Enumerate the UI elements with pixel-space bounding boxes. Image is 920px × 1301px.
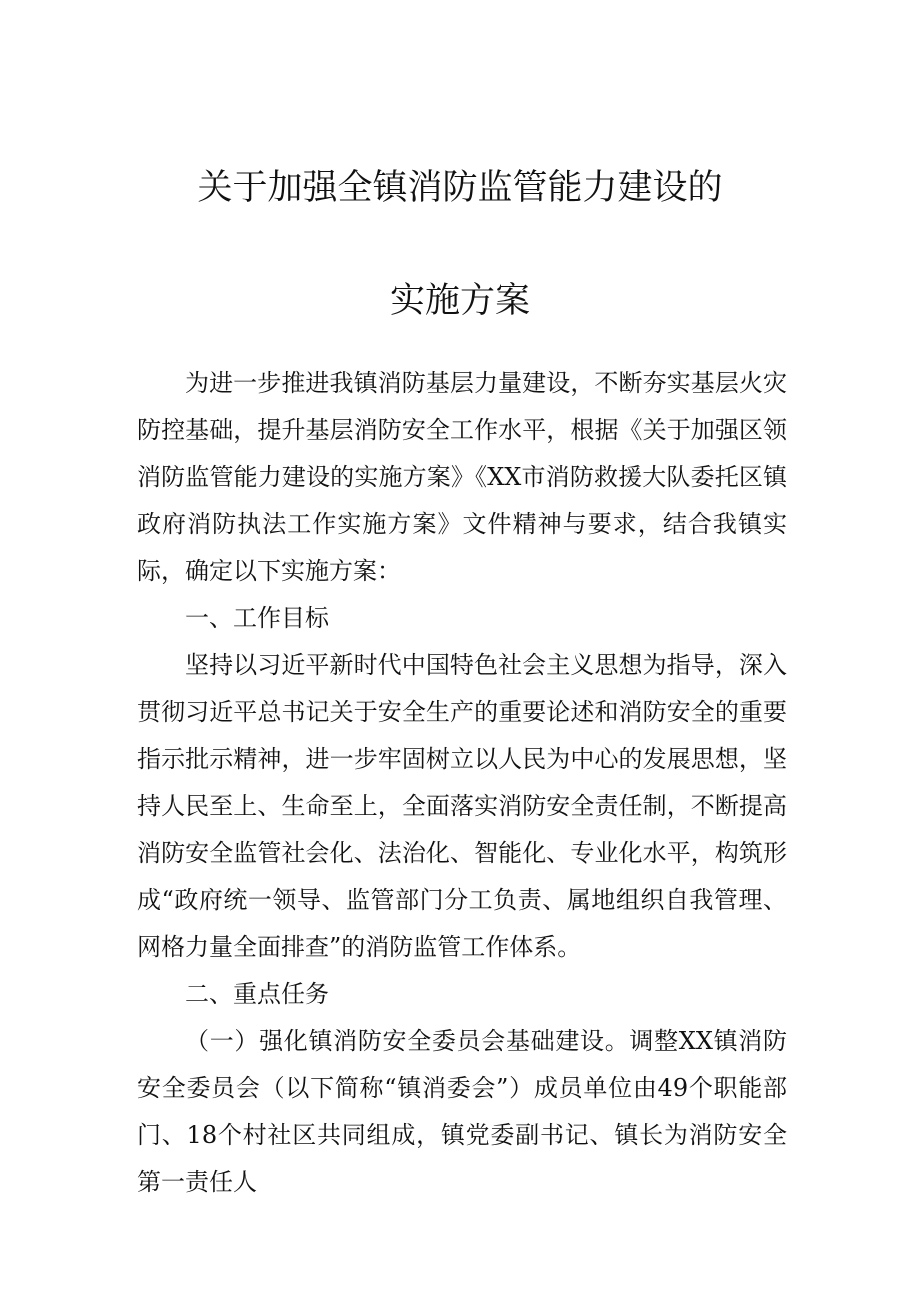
document-body <box>137 360 787 1206</box>
goals-paragraph: 坚持以习近平新时代中国特色社会主义思想为指导，深入贯彻习近平总书记关于安全生产的重要论述和消防安全的重要指示批示精神，进一步牢固树立以人民为中心的发展思想，坚持人民至上、生命至上，全面落实消防安全责任制，不断提高消防安全监管社会化、法治化、智能化、专业化水平，构筑形成“政府统一领导、监管部门分工负责、属地组织自我管理、网格力量全面排查”的消防监管工作体系。 <box>137 651 787 961</box>
section-heading-goals: 一、工作目标 <box>185 604 329 632</box>
document-title-line-2: 实施方案 <box>389 281 530 321</box>
intro-paragraph: 为进一步推进我镇消防基层力量建设，不断夯实基层火灾防控基础，提升基层消防安全工作水平，根据《关于加强区领消防监管能力建设的实施方案》《XX市消防救援大队委托区镇政府消防执法工作实施方案》文件精神与要求，结合我镇实际，确定以下实施方案： <box>137 369 787 585</box>
section-heading-tasks: 二、重点任务 <box>185 980 329 1008</box>
tasks-paragraph-1: （一）强化镇消防安全委员会基础建设。调整XX镇消防安全委员会（以下简称“镇消委会”）成员单位由49个职能部门、18个村社区共同组成，镇党委副书记、镇长为消防安全第一责任人 <box>137 1027 787 1196</box>
document-title-line-1: 关于加强全镇消防监管能力建设的 <box>197 168 723 208</box>
